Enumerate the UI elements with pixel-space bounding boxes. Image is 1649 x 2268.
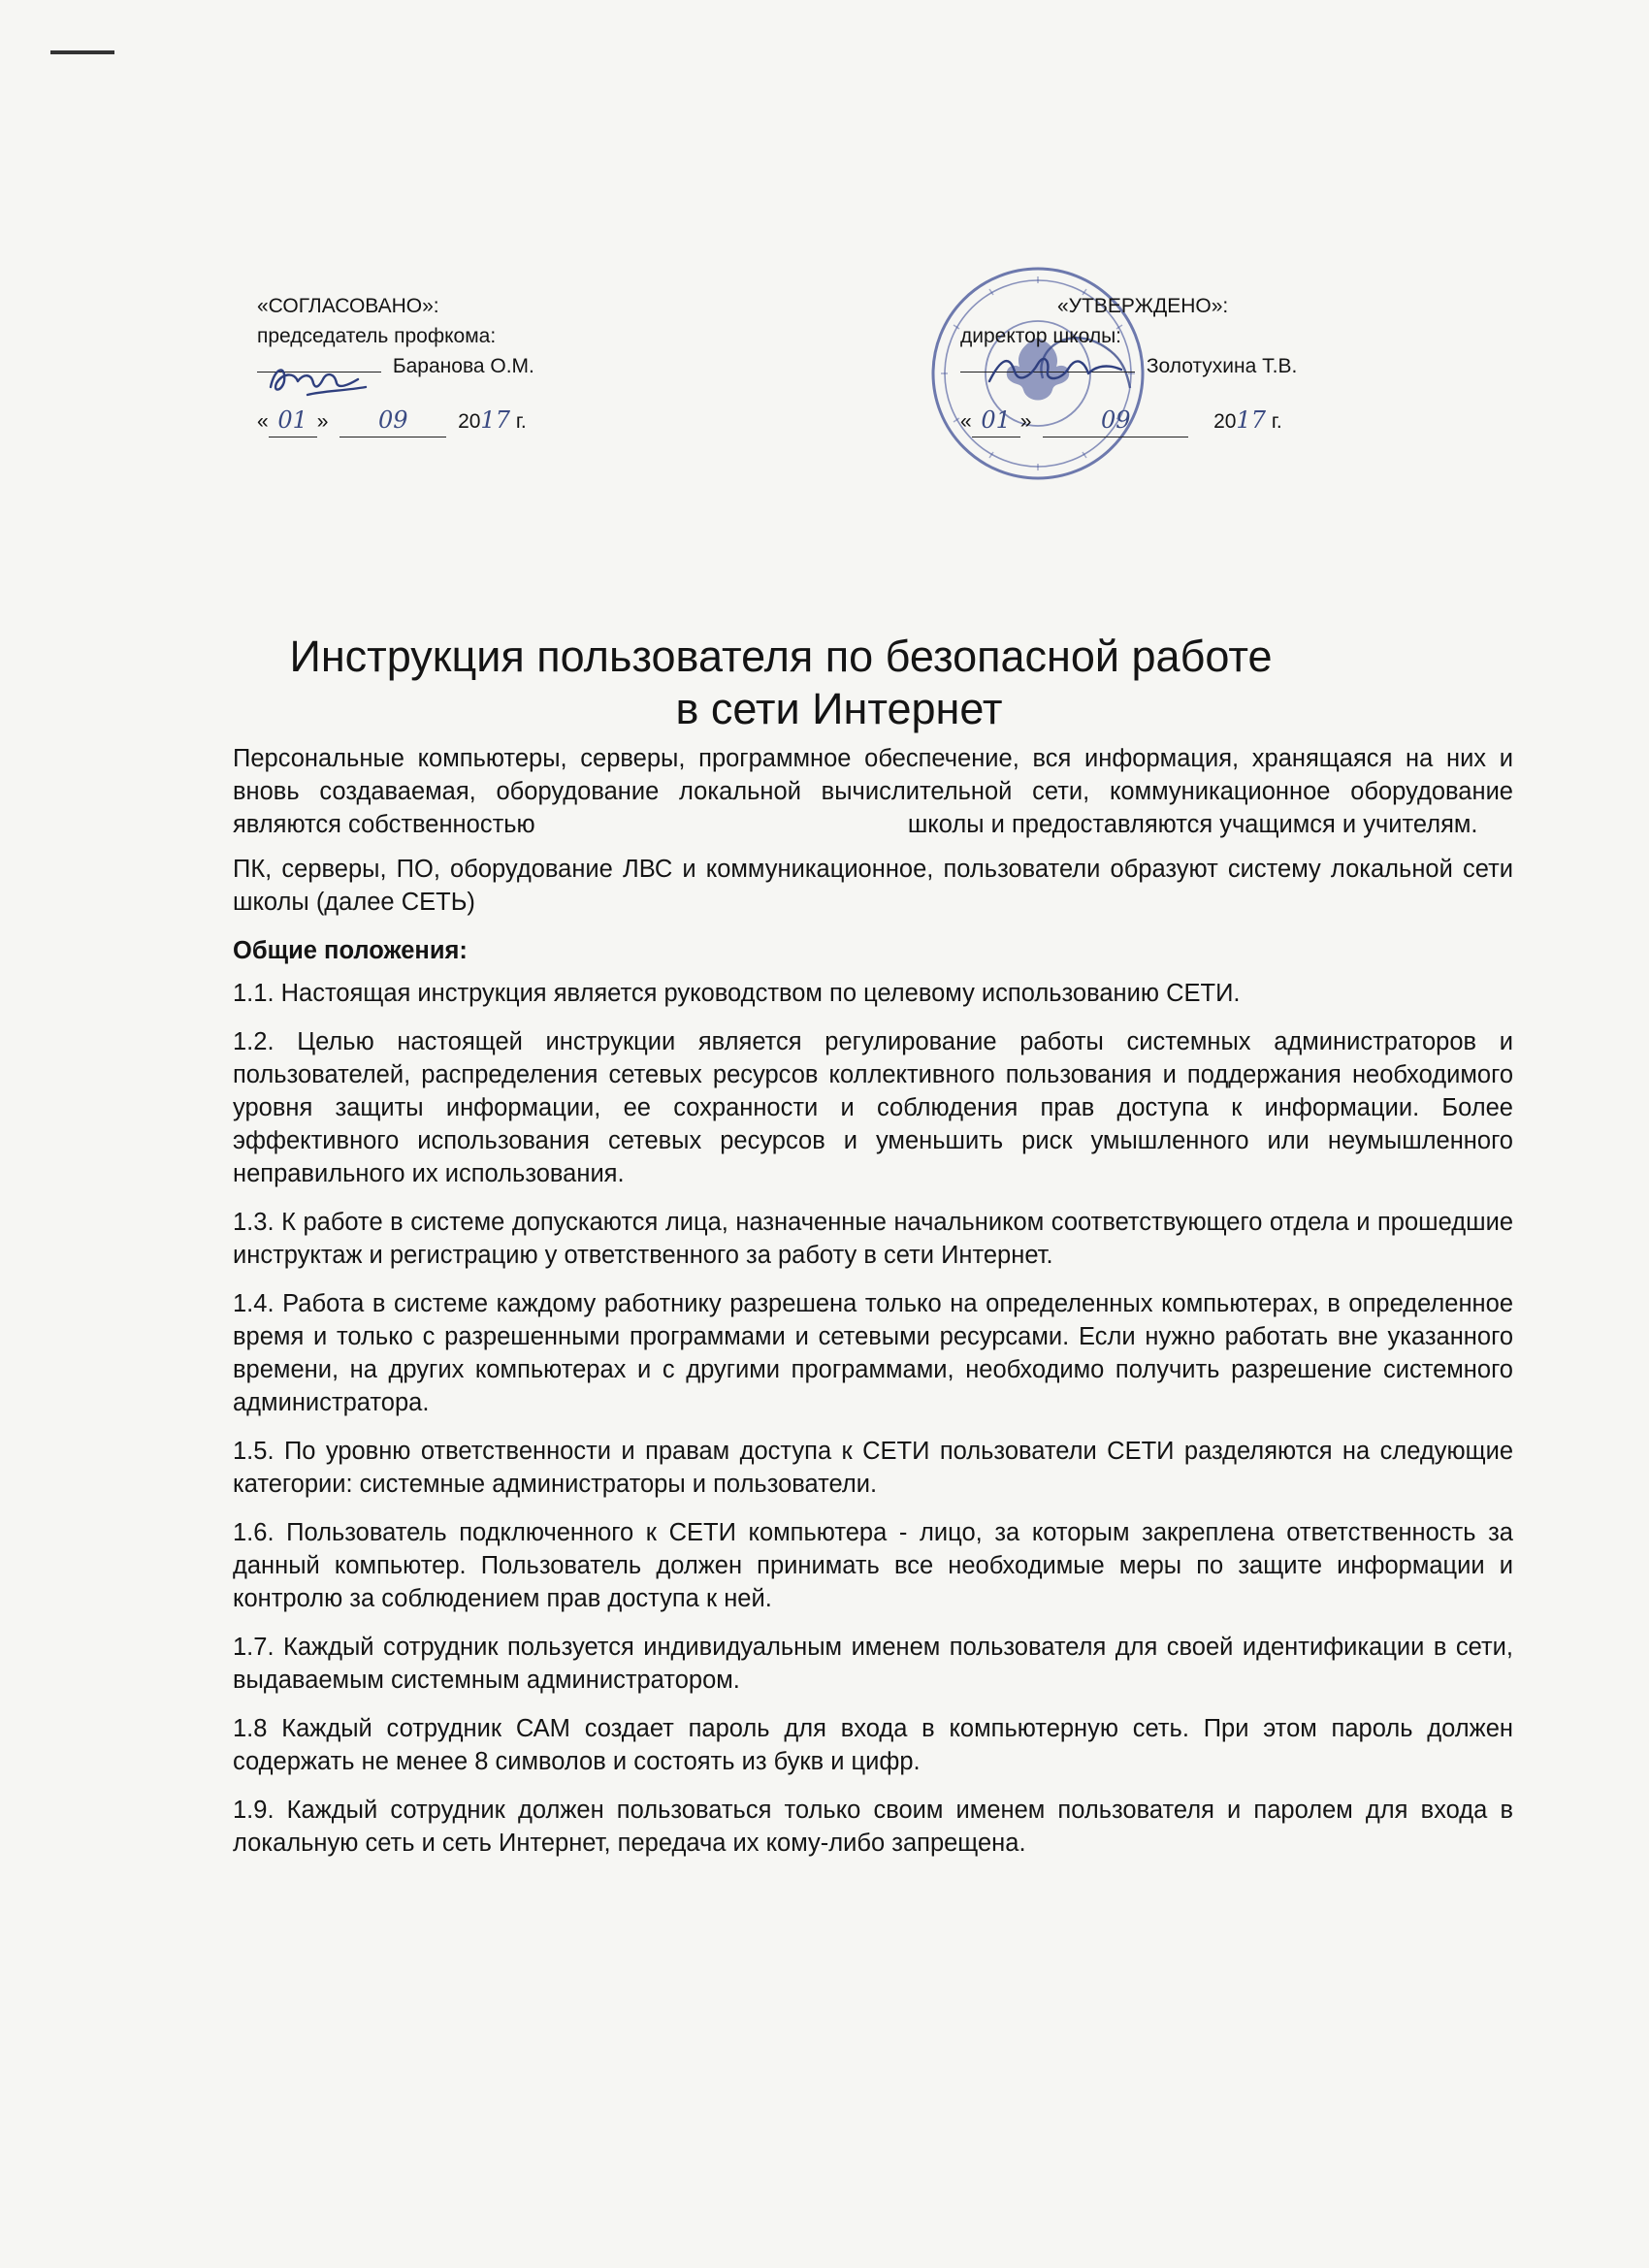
agreed-date-year-suffix: 17 [480,406,510,434]
approved-signature [980,342,1135,397]
intro-paragraph [233,742,1513,841]
agreed-date-open: « [257,410,269,433]
approved-name: Золотухина Т.В. [1146,355,1298,377]
agreed-date [257,405,626,437]
scan-mark [50,50,114,54]
intro-owner: школы [907,811,985,838]
approval-block-approved [960,291,1377,437]
clause-1-5: 1.5. По уровню ответственности и правам доступа к СЕТИ пользователи СЕТИ разделяются на следующие категории: системные администраторы и пользователи. [233,1438,1513,1498]
approved-status: «УТВЕРЖДЕНО»: [1057,295,1229,317]
clause-1-9: 1.9. Каждый сотрудник должен пользоваться только своим именем пользователя и паролем для входа в локальную сеть и сеть Интернет, передача их кому-либо запрещена. [233,1797,1513,1857]
agreed-status: «СОГЛАСОВАНО»: [257,295,439,317]
approved-date-year-suffix: 17 [1236,406,1266,434]
approved-date-year-tail: г. [1271,410,1282,433]
intro-tail: и предоставляются учащимся и учителям. [990,811,1478,838]
clause-1-7: 1.7. Каждый сотрудник пользуется индивидуальным именем пользователя для своей идентификации в сети, выдаваемым системным администратором. [233,1634,1513,1694]
document-body [233,742,1513,1875]
approved-date-month: 09 [1100,406,1131,434]
clause-1-3: 1.3. К работе в системе допускаются лица, назначенные начальником соответствующего отдела и прошедшие инструктаж и регистрацию у ответственного за работу в сети Интернет. [233,1209,1513,1269]
approved-role: директор школы: [960,325,1122,347]
agreed-date-year-tail: г. [515,410,527,433]
approved-date-year-prefix: 20 [1213,410,1237,433]
approved-signature-line [960,372,1135,373]
approved-date [960,405,1377,437]
intro-text: Персональные компьютеры, серверы, программное обеспечение, вся информация, хранящаяся на них и вновь создаваемая, оборудование локальной вычислительной сети, коммуникационное оборудование являются собственностью [233,745,1513,838]
clause-1-2: 1.2. Целью настоящей инструкции является регулирование работы системных администраторов и пользователей, распределения сетевых ресурсов коллективного пользования и поддержания необходимого уровня защиты информации, ее сохранности и соблюдения прав доступа к информации. Более эффективного использования сетевых ресурсов и уменьшить риск умышленного или неумышленного неправильного их использования. [233,1028,1513,1187]
agreed-role: председатель профкома: [257,325,497,347]
document-title-line1: Инструкция пользователя по безопасной работе [289,632,1273,681]
section-heading-general: Общие положения: [233,937,468,964]
agreed-name: Баранова О.М. [392,355,534,377]
paragraph-network-definition: ПК, серверы, ПО, оборудование ЛВС и коммуникационное, пользователи образуют систему локальной сети школы (далее СЕТЬ) [233,856,1513,916]
agreed-signature [265,358,381,401]
agreed-date-year-prefix: 20 [458,410,481,433]
approved-date-close: » [1019,410,1032,433]
clause-1-8: 1.8 Каждый сотрудник САМ создает пароль для входа в компьютерную сеть. При этом пароль должен содержать не менее 8 символов и состоять из букв и цифр. [233,1715,1513,1775]
agreed-date-close: » [316,410,329,433]
agreed-signature-line [257,372,381,373]
clause-1-6: 1.6. Пользователь подключенного к СЕТИ компьютера - лицо, за которым закреплена ответственность за данный компьютер. Пользователь должен принимать все необходимые меры по защите информации и контролю за соблюдением прав доступа к ней. [233,1519,1513,1612]
approved-date-day: 01 [981,406,1011,434]
document-title-line2: в сети Интернет [675,684,1003,733]
approved-signature-row [960,351,1377,381]
approved-date-open: « [960,410,972,433]
agreed-signature-row [257,351,626,381]
document-title [233,631,1397,735]
agreed-date-month: 09 [377,406,408,434]
agreed-date-day: 01 [277,406,307,434]
clause-1-4: 1.4. Работа в системе каждому работнику разрешена только на определенных компьютерах, в определенное время и только с разрешенными программами и сетевыми ресурсами. Если нужно работать вне указанного времени, на других компьютерах и с другими программами, необходимо получить разрешение системного администратора. [233,1290,1513,1416]
approval-block-agreed [257,291,626,437]
clause-1-1: 1.1. Настоящая инструкция является руководством по целевому использованию СЕТИ. [233,980,1241,1007]
